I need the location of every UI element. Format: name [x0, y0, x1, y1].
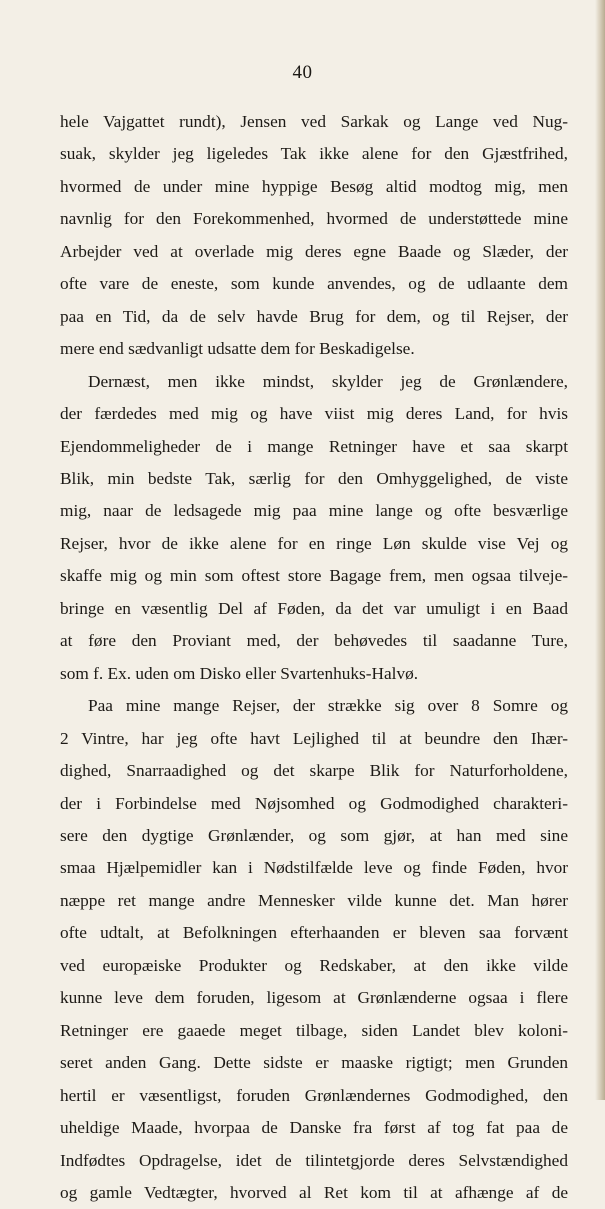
text-line: hertil er væsentligst, foruden Grønlændernes Godmodighed, den — [60, 1085, 568, 1105]
body-text — [60, 106, 568, 1209]
page-number: 40 — [292, 62, 313, 83]
text-line: mig, naar de ledsagede mig paa mine lange og ofte besværlige — [60, 501, 568, 521]
text-line: seret anden Gang. Dette sidste er maaske rigtigt; men Grunden — [60, 1053, 568, 1073]
text-line: suak, skylder jeg ligeledes Tak ikke alene for den Gjæstfrihed, — [60, 144, 568, 164]
paragraph-end-line: som f. Ex. uden om Disko eller Svartenhuks-Halvø. — [60, 663, 419, 683]
text-line: skaffe mig og min som oftest store Bagage frem, men ogsaa tilveje- — [60, 566, 568, 586]
text-line: kunne leve dem foruden, ligesom at Grønlænderne ogsaa i flere — [60, 988, 568, 1008]
text-line: 2 Vintre, har jeg ofte havt Lejlighed til at beundre den Ihær- — [60, 728, 568, 748]
text-line: Rejser, hvor de ikke alene for en ringe Løn skulde vise Vej og — [60, 533, 568, 553]
text-line: smaa Hjælpemidler kan i Nødstilfælde leve og finde Føden, hvor — [60, 858, 568, 878]
text-line: Blik, min bedste Tak, særlig for den Omhyggelighed, de viste — [60, 468, 568, 488]
text-line: dighed, Snarraadighed og det skarpe Blik for Naturforholdene, — [60, 761, 568, 781]
text-line: Indfødtes Opdragelse, idet de tilintetgjorde deres Selvstændighed — [60, 1150, 568, 1170]
text-line: hvormed de under mine hyppige Besøg altid modtog mig, men — [60, 176, 568, 196]
paragraph-end-line: mere end sædvanligt udsatte dem for Beskadigelse. — [60, 339, 415, 359]
text-line: Retninger ere gaaede meget tilbage, siden Landet blev koloni- — [60, 1020, 568, 1040]
text-line: Ejendommeligheder de i mange Retninger have et saa skarpt — [60, 436, 568, 456]
text-line: ofte vare de eneste, som kunde anvendes, og de udlaante dem — [60, 274, 568, 294]
text-line: der i Forbindelse med Nøjsomhed og Godmodighed charakteri- — [60, 793, 568, 813]
paragraph-start-line: Dernæst, men ikke mindst, skylder jeg de Grønlændere, — [88, 371, 568, 391]
text-line: næppe ret mange andre Mennesker vilde kunne det. Man hører — [60, 890, 568, 910]
page-edge-shadow — [595, 0, 605, 1100]
text-line: uheldige Maade, hvorpaa de Danske fra først af tog fat paa de — [60, 1118, 568, 1138]
paragraph-start-line: Paa mine mange Rejser, der strække sig over 8 Somre og — [88, 696, 568, 716]
text-line: Arbejder ved at overlade mig deres egne Baade og Slæder, der — [60, 241, 568, 261]
text-line: bringe en væsentlig Del af Føden, da det var umuligt i en Baad — [60, 598, 568, 618]
text-line: at føre den Proviant med, der behøvedes til saadanne Ture, — [60, 631, 568, 651]
text-line: ved europæiske Produkter og Redskaber, at den ikke vilde — [60, 955, 568, 975]
text-line: og gamle Vedtægter, hvorved al Ret kom til at afhænge af de — [60, 1182, 568, 1202]
text-line: hele Vajgattet rundt), Jensen ved Sarkak og Lange ved Nug- — [60, 112, 568, 131]
text-line: paa en Tid, da de selv havde Brug for dem, og til Rejser, der — [60, 306, 568, 326]
text-line: navnlig for den Forekommenhed, hvormed de understøttede mine — [60, 209, 568, 229]
text-line: ofte udtalt, at Befolkningen efterhaanden er bleven saa forvænt — [60, 923, 568, 943]
text-line: der færdedes med mig og have viist mig deres Land, for hvis — [60, 404, 568, 424]
text-line: sere den dygtige Grønlænder, og som gjør, at han med sine — [60, 825, 568, 845]
